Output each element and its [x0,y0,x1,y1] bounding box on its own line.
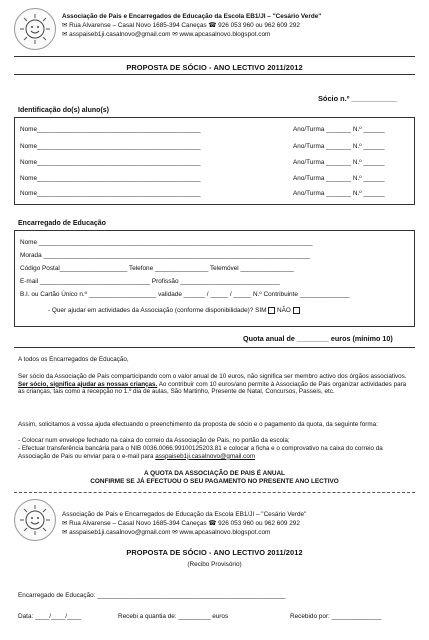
guardian-id-row[interactable]: B.I. ou Cartão Único n.º ___________________ validade ______ / _____ / _____ N.º Contribuinte ______________ [20,291,350,298]
association-logo [14,8,56,50]
student-row-4[interactable]: Nome______________________________________________ [20,175,201,182]
header-blog[interactable]: www.apcasalnovo.blogspot.com [179,31,271,38]
receipt-guardian-field[interactable]: Encarregado de Educação: _____________________________________________________ [18,592,286,599]
nao-checkbox[interactable] [293,307,300,314]
annual-notice: A QUOTA DA ASSOCIAÇÃO DE PAIS É ANUAL CONFIRME SE JÁ EFECTUOU O SEU PAGAMENTO NO PRESENTE ANO LECTIVO [90,470,339,485]
sun-logo-icon-2 [18,503,52,537]
title-divider [14,74,415,75]
receipt-logo [14,499,56,541]
letter-paragraph-1: Ser sócio da Associação de Pais comparticipando com o valor anual de 10 euros, não significa ser membro activo dos órgãos associativos. Ser sócio, significa ajudar as nossas crianças. Ao contribuir com 10 euros/ano permite à Associação de Pais organizar actividades para as crianças, tais como a recepção no 1.º dia de aulas, São Martinho, Presente de Natal, Concursos, Passeis, etc. [18,373,407,396]
phones: 926 053 960 ou 962 609 292 [218,22,300,29]
envelope-icon: ✉ [62,22,68,29]
web-icon: ✉ [172,529,178,536]
student-row-2[interactable]: Nome______________________________________________ [20,143,201,150]
guardian-contacts-row[interactable]: Código Postal___________________ Telefone _______________ Telemóvel _______________ [20,265,294,272]
students-heading: Identificação do(s) aluno(s) [18,107,110,114]
association-header [62,12,417,39]
email-icon: ✉ [62,529,68,536]
student-row-2-class[interactable]: Ano/Turma _______ N.º ______ [293,143,385,150]
student-row-4-class[interactable]: Ano/Turma _______ N.º ______ [293,175,385,182]
letter-emphasis: Ser sócio, significa ajudar as nossas crianças. [18,380,158,388]
receipt-association-name: Associação de Pais e Encarregados de Educação da Escola EB1/JI – "Cesário Verde" [62,511,307,518]
guardian-name-field[interactable]: Nome _____________________________________________________________________________ [20,239,313,246]
guardian-heading: Encarregado de Educação [18,220,106,227]
receipt-header: Associação de Pais e Encarregados de Educação da Escola EB1/JI – "Cesário Verde" ✉ Rua Alvarense – Casal Novo 1685-394 Caneças ☎ 926 053 960 ou 962 609 292 ✉ asspaiseb1ji.casalnovo@gmail.com ✉ www.apcasalnovo.blogspot.com [62,511,307,536]
phone-icon: ☎ [208,520,217,527]
sim-checkbox[interactable] [268,307,275,314]
socio-blank: ___________ [351,94,397,103]
phone-icon: ☎ [208,22,217,29]
letter-greeting: A todos os Encarregados de Educação, [18,356,129,363]
receipt-amount-field[interactable]: Recebi a quantia de: _________ euros [118,613,229,620]
email-icon: ✉ [62,31,68,38]
guardian-email-row[interactable]: E-mail _______________________________ Profissão ____________________________ [20,278,280,285]
receipt-data-field[interactable]: Data: ____/____/____ [18,613,82,620]
student-row-5-class[interactable]: Ano/Turma _______ N.º ______ [293,190,385,197]
envelope-icon: ✉ [62,520,68,527]
student-row-1[interactable]: Nome______________________________________________ [20,126,201,133]
volunteer-question: - Quer ajudar em actividades da Associação (conforme disponibilidade)? SIM NÃO [48,307,300,314]
socio-label: Sócio n.º [318,94,350,103]
receipt-received-by-field[interactable]: Recebido por: ______________ [290,613,382,620]
letter-paragraph-2: Assim, solicitamos a vossa ajuda efectuando o preenchimento da proposta de sócio e o pagamento da quota, da seguinte forma: [18,421,378,428]
student-row-1-class[interactable]: Ano/Turma _______ N.º ______ [293,126,385,133]
sun-logo-icon [18,12,52,46]
letter-email-link[interactable]: asspaiseb1ji.casalnovo@gmail.com [155,452,256,460]
association-name: Associação de Pais e Encarregados de Educação da Escola EB1/JI – "Cesário Verde" [62,13,322,20]
guardian-address-field[interactable]: Morada ___________________________________________________________________________ [20,252,311,259]
annual-quota-field[interactable]: Quota anual de ________ euros (mínimo 10) [243,334,393,343]
header-email[interactable]: asspaiseb1ji.casalnovo@gmail.com [69,31,171,38]
student-row-5[interactable]: Nome______________________________________________ [20,190,201,197]
letter-bullet-2: - Efectuar transferência bancária para o NIB 0036.0066.99100125203.81 e colocar a ficha e o comprovativo na caixa do correio da Associação de Pais ou enviar para o e-mail para asspaiseb1ji.casalnovo@gmail.com [18,445,383,460]
header-divider [14,56,415,57]
student-row-3-class[interactable]: Ano/Turma _______ N.º ______ [293,159,385,166]
student-row-3[interactable]: Nome______________________________________________ [20,159,201,166]
socio-number-field[interactable] [318,94,397,103]
web-icon: ✉ [172,31,178,38]
form-title: PROPOSTA DE SÓCIO - ANO LECTIVO 2011/2012 [126,63,303,72]
receipt-subtitle: (Recibo Provisório) [187,561,242,568]
cut-line [14,492,415,493]
address: Rua Alvarense – Casal Novo 1685-394 Caneças [69,22,207,29]
quota-divider [14,347,415,348]
receipt-title: PROPOSTA DE SÓCIO - ANO LECTIVO 2011/2012 [126,548,303,557]
letter-bullet-1: - Colocar num envelope fechado na caixa do correio da Associação de Pais, no portão da escola; [18,437,290,444]
